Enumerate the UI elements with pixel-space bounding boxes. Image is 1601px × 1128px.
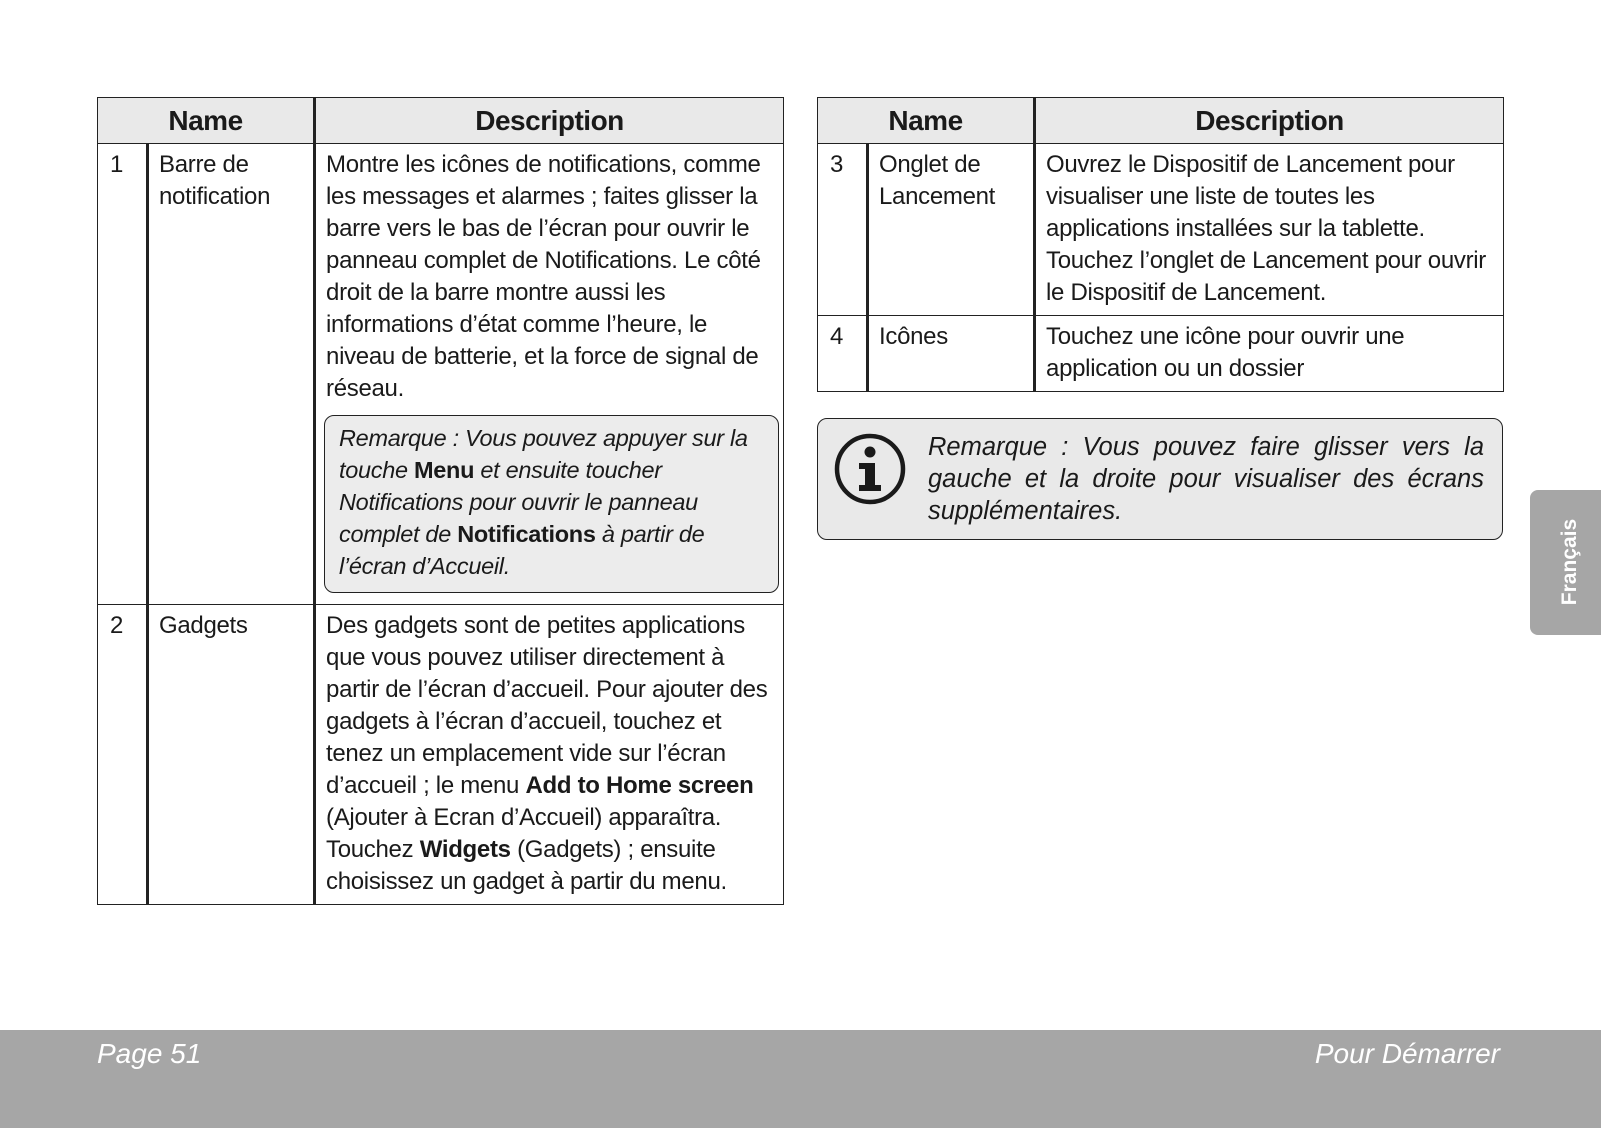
table-row bbox=[818, 316, 1504, 392]
note-bold-notifications: Notifications bbox=[457, 521, 596, 547]
row-description: Touchez une icône pour ouvrir une application ou un dossier bbox=[1035, 316, 1504, 392]
section-title: Pour Démarrer bbox=[1314, 1038, 1500, 1069]
description-bold: Widgets bbox=[419, 836, 511, 863]
right-table bbox=[817, 97, 1504, 392]
header-name: Name bbox=[98, 98, 315, 144]
table-row bbox=[98, 605, 784, 905]
language-tab bbox=[1530, 490, 1601, 635]
row-name: Barre de notification bbox=[148, 144, 315, 605]
note-bold-menu: Menu bbox=[414, 457, 475, 483]
description-bold: Add to Home screen bbox=[525, 772, 754, 799]
table-row bbox=[818, 144, 1504, 316]
page-footer bbox=[0, 1030, 1601, 1128]
description-text: Des gadgets sont de petites applications que vous pouvez utiliser directement à partir de l’écran d’accueil. Pour ajouter des gadgets à l’écran d’accueil, touchez et tenez un emplacement vide sur l’écran d’accueil ; le menu bbox=[326, 612, 768, 799]
header-description: Description bbox=[315, 98, 784, 144]
table-header-row bbox=[818, 98, 1504, 144]
row-number: 3 bbox=[818, 144, 868, 316]
header-description: Description bbox=[1035, 98, 1504, 144]
note-text: à partir de l’écran d’Accueil. bbox=[339, 521, 705, 579]
row-description bbox=[315, 144, 784, 605]
note-text: et ensuite toucher Notifications pour ouvrir le panneau complet de bbox=[339, 457, 698, 547]
side-note-box bbox=[817, 418, 1503, 540]
row-name: Icônes bbox=[868, 316, 1035, 392]
side-note-text: Remarque : Vous pouvez faire glisser vers la gauche et la droite pour visualiser des écrans supplémentaires. bbox=[928, 433, 1484, 525]
left-table bbox=[97, 97, 784, 905]
row-number: 4 bbox=[818, 316, 868, 392]
description-text: (Ajouter à Ecran d’Accueil) apparaîtra. Touchez bbox=[326, 804, 722, 863]
table-row bbox=[98, 144, 784, 605]
row-name: Onglet de Lancement bbox=[868, 144, 1035, 316]
language-tab-label: Français bbox=[1558, 518, 1581, 606]
page-number: Page 51 bbox=[97, 1038, 202, 1069]
note-box bbox=[324, 415, 779, 593]
description-text: (Gadgets) ; ensuite choisissez un gadget à partir du menu. bbox=[326, 836, 727, 895]
row-number: 2 bbox=[98, 605, 148, 905]
description-text: Montre les icônes de notifications, comme les messages et alarmes ; faites glisser la barre vers le bas de l’écran pour ouvrir le panneau complet de Notifications. Le côté droit de la barre montre aussi les informations d’état comme l’heure, le niveau de batterie, et la force de signal de réseau. bbox=[326, 151, 761, 402]
row-name: Gadgets bbox=[148, 605, 315, 905]
row-description: Ouvrez le Dispositif de Lancement pour visualiser une liste de toutes les applications installées sur la tablette. Touchez l’onglet de Lancement pour ouvrir le Dispositif de Lancement. bbox=[1035, 144, 1504, 316]
row-description bbox=[315, 605, 784, 905]
info-icon bbox=[833, 432, 907, 506]
table-header-row bbox=[98, 98, 784, 144]
row-number: 1 bbox=[98, 144, 148, 605]
note-text: Remarque : Vous pouvez appuyer sur la touche bbox=[339, 425, 748, 483]
header-name: Name bbox=[818, 98, 1035, 144]
